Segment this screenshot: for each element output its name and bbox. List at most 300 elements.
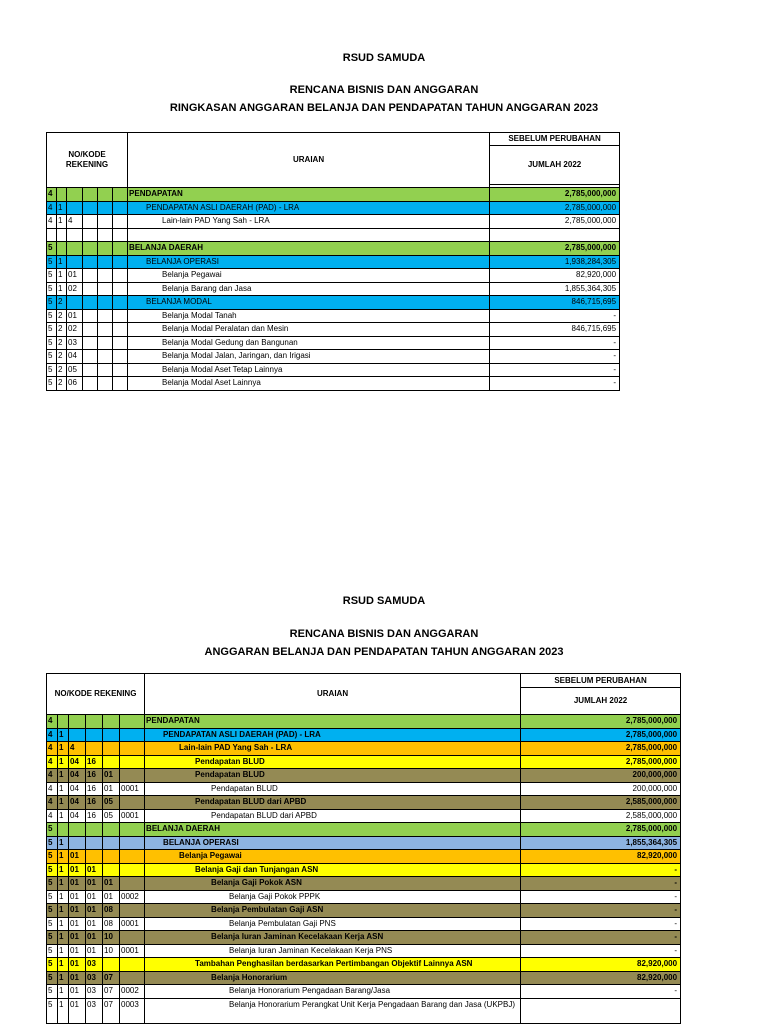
code-cell-2: 2: [57, 336, 67, 350]
code-cell-2: 1: [58, 782, 69, 796]
doc2-title-2: ANGGARAN BELANJA DAN PENDAPATAN TAHUN ANGGARAN 2023: [204, 646, 564, 658]
code-cell-6: [120, 742, 145, 756]
code-cell-2: 1: [58, 877, 69, 891]
code-cell-2: 1: [58, 755, 69, 769]
code-cell-2: 2: [57, 309, 67, 323]
code-cell-4: [83, 377, 98, 391]
code-cell-3: 04: [69, 755, 86, 769]
code-cell-6: 0001: [120, 944, 145, 958]
code-cell-5: 01: [103, 769, 120, 783]
code-cell-1: 5: [47, 904, 58, 918]
code-cell-1: 4: [47, 782, 58, 796]
code-cell-5: [98, 201, 113, 215]
amount-cell: 200,000,000: [521, 769, 681, 783]
code-cell-3: 01: [69, 971, 86, 985]
amount-cell: [490, 228, 620, 242]
code-cell-6: [113, 363, 128, 377]
code-cell-4: [86, 742, 103, 756]
table-row: [47, 917, 681, 931]
uraian-cell: Belanja Modal Gedung dan Bangunan: [128, 336, 490, 350]
code-cell-4: [83, 201, 98, 215]
code-cell-6: [120, 850, 145, 864]
doc2-title-1: RENCANA BISNIS DAN ANGGARAN: [289, 628, 479, 640]
table-row: [47, 755, 681, 769]
code-cell-3: 04: [69, 769, 86, 783]
amount-cell: 2,785,000,000: [490, 215, 620, 229]
code-cell-4: [86, 836, 103, 850]
code-cell-1: 5: [47, 931, 58, 945]
code-cell-1: 4: [47, 742, 58, 756]
table-row: [47, 890, 681, 904]
code-cell-3: 01: [69, 863, 86, 877]
amount-cell: -: [521, 944, 681, 958]
uraian-cell: Belanja Modal Jalan, Jaringan, dan Irigasi: [128, 350, 490, 364]
code-cell-6: [113, 336, 128, 350]
uraian-cell: BELANJA OPERASI: [128, 255, 490, 269]
header-kode-rekening: NO/KODE REKENING: [47, 674, 145, 715]
uraian-cell: Belanja Pegawai: [145, 850, 521, 864]
code-cell-6: [120, 769, 145, 783]
code-cell-4: [86, 715, 103, 729]
code-cell-2: 1: [58, 931, 69, 945]
code-cell-2: 1: [57, 215, 67, 229]
code-cell-3: 01: [69, 985, 86, 999]
code-cell-1: 5: [47, 958, 58, 972]
table-row: [47, 971, 681, 985]
amount-cell: -: [521, 904, 681, 918]
uraian-cell: BELANJA DAERAH: [145, 823, 521, 837]
code-cell-6: [120, 971, 145, 985]
code-cell-1: 4: [47, 215, 57, 229]
table-row: [47, 998, 681, 1023]
code-cell-3: [69, 728, 86, 742]
amount-cell: -: [490, 336, 620, 350]
code-cell-5: [98, 309, 113, 323]
code-cell-2: 2: [57, 350, 67, 364]
code-cell-6: [120, 823, 145, 837]
code-cell-1: 5: [47, 917, 58, 931]
uraian-cell: Belanja Gaji Pokok PPPK: [145, 890, 521, 904]
header-sebelum-perubahan: SEBELUM PERUBAHAN: [490, 133, 620, 146]
code-cell-4: [86, 850, 103, 864]
code-cell-1: 5: [47, 309, 57, 323]
code-cell-1: 5: [47, 863, 58, 877]
uraian-cell: Pendapatan BLUD: [145, 755, 521, 769]
code-cell-6: 0001: [120, 809, 145, 823]
code-cell-3: 02: [67, 323, 83, 337]
code-cell-5: 07: [103, 998, 120, 1023]
amount-cell: -: [490, 309, 620, 323]
code-cell-5: 07: [103, 971, 120, 985]
code-cell-2: 2: [57, 296, 67, 310]
table-row: [47, 363, 620, 377]
table-row: [47, 715, 681, 729]
code-cell-6: [113, 323, 128, 337]
code-cell-6: [120, 796, 145, 810]
code-cell-2: 1: [58, 863, 69, 877]
table-row: [47, 769, 681, 783]
budget-detail-table: [46, 673, 681, 1024]
code-cell-4: [83, 255, 98, 269]
code-cell-4: 03: [86, 998, 103, 1023]
code-cell-3: 04: [67, 350, 83, 364]
code-cell-3: [67, 296, 83, 310]
table-row: [47, 904, 681, 918]
table-row: [47, 796, 681, 810]
uraian-cell: Belanja Pembulatan Gaji ASN: [145, 904, 521, 918]
code-cell-6: [113, 350, 128, 364]
code-cell-5: [98, 363, 113, 377]
uraian-cell: Belanja Modal Peralatan dan Mesin: [128, 323, 490, 337]
amount-cell: -: [521, 917, 681, 931]
amount-cell: 2,785,000,000: [521, 728, 681, 742]
code-cell-5: [98, 336, 113, 350]
uraian-cell: PENDAPATAN: [145, 715, 521, 729]
code-cell-6: 0002: [120, 985, 145, 999]
code-cell-1: 4: [47, 188, 57, 202]
code-cell-1: 5: [47, 836, 58, 850]
code-cell-2: 2: [57, 323, 67, 337]
uraian-cell: [128, 228, 490, 242]
code-cell-1: 5: [47, 877, 58, 891]
uraian-cell: Belanja Gaji Pokok ASN: [145, 877, 521, 891]
code-cell-5: [103, 715, 120, 729]
code-cell-3: 05: [67, 363, 83, 377]
code-cell-4: 03: [86, 971, 103, 985]
code-cell-3: 01: [69, 850, 86, 864]
code-cell-6: [120, 931, 145, 945]
doc1-title-1: RENCANA BISNIS DAN ANGGARAN: [289, 84, 479, 96]
code-cell-5: 08: [103, 917, 120, 931]
code-cell-4: 03: [86, 985, 103, 999]
code-cell-6: [120, 958, 145, 972]
code-cell-6: [120, 863, 145, 877]
amount-cell: [521, 998, 681, 1023]
code-cell-5: [98, 350, 113, 364]
code-cell-1: 4: [47, 755, 58, 769]
amount-cell: 1,855,364,305: [521, 836, 681, 850]
code-cell-6: [120, 877, 145, 891]
table-row: [47, 809, 681, 823]
code-cell-6: [113, 377, 128, 391]
uraian-cell: PENDAPATAN: [128, 188, 490, 202]
amount-cell: 846,715,695: [490, 323, 620, 337]
uraian-cell: BELANJA DAERAH: [128, 242, 490, 256]
header-uraian: URAIAN: [145, 674, 521, 715]
code-cell-6: 0002: [120, 890, 145, 904]
code-cell-3: 01: [69, 998, 86, 1023]
code-cell-2: [57, 228, 67, 242]
amount-cell: 2,785,000,000: [521, 715, 681, 729]
code-cell-1: 5: [47, 282, 57, 296]
code-cell-1: 4: [47, 769, 58, 783]
code-cell-6: [120, 904, 145, 918]
uraian-cell: Belanja Modal Aset Lainnya: [128, 377, 490, 391]
code-cell-2: 1: [58, 836, 69, 850]
code-cell-1: 4: [47, 728, 58, 742]
code-cell-1: 4: [47, 201, 57, 215]
code-cell-4: [83, 282, 98, 296]
amount-cell: -: [521, 931, 681, 945]
amount-cell: 2,785,000,000: [521, 742, 681, 756]
code-cell-2: 1: [58, 850, 69, 864]
code-cell-2: 2: [57, 377, 67, 391]
doc2-org-title: RSUD SAMUDA: [342, 595, 426, 607]
code-cell-1: 5: [47, 350, 57, 364]
code-cell-5: 05: [103, 796, 120, 810]
code-cell-3: [67, 255, 83, 269]
code-cell-6: [113, 201, 128, 215]
table-row: [47, 296, 620, 310]
code-cell-3: 01: [69, 904, 86, 918]
code-cell-3: 4: [67, 215, 83, 229]
table-row: [47, 877, 681, 891]
amount-cell: 1,855,364,305: [490, 282, 620, 296]
table-row: [47, 782, 681, 796]
code-cell-3: [69, 715, 86, 729]
amount-cell: 82,920,000: [490, 269, 620, 283]
code-cell-5: [98, 377, 113, 391]
code-cell-5: [98, 215, 113, 229]
code-cell-1: 5: [47, 377, 57, 391]
code-cell-1: 5: [47, 998, 58, 1023]
code-cell-4: 16: [86, 755, 103, 769]
code-cell-6: [113, 269, 128, 283]
uraian-cell: Tambahan Penghasilan berdasarkan Pertimbangan Objektif Lainnya ASN: [145, 958, 521, 972]
code-cell-4: 01: [86, 863, 103, 877]
code-cell-4: [83, 269, 98, 283]
code-cell-2: 1: [58, 890, 69, 904]
uraian-cell: Pendapatan BLUD: [145, 769, 521, 783]
code-cell-2: 1: [58, 958, 69, 972]
table-row: [47, 323, 620, 337]
header-sebelum-perubahan: SEBELUM PERUBAHAN: [521, 674, 681, 688]
doc1-title-2: RINGKASAN ANGGARAN BELANJA DAN PENDAPATAN TAHUN ANGGARAN 2023: [169, 102, 599, 114]
code-cell-4: [86, 823, 103, 837]
code-cell-5: [103, 958, 120, 972]
uraian-cell: Belanja Honorarium Perangkat Unit Kerja Pengadaan Barang dan Jasa (UKPBJ): [145, 998, 521, 1023]
uraian-cell: Belanja Modal Tanah: [128, 309, 490, 323]
code-cell-5: [98, 269, 113, 283]
code-cell-4: 01: [86, 931, 103, 945]
code-cell-1: 5: [47, 971, 58, 985]
amount-cell: 2,785,000,000: [490, 188, 620, 202]
code-cell-2: 1: [58, 971, 69, 985]
code-cell-4: 01: [86, 904, 103, 918]
code-cell-3: [67, 242, 83, 256]
uraian-cell: Pendapatan BLUD dari APBD: [145, 796, 521, 810]
amount-cell: 2,785,000,000: [490, 242, 620, 256]
amount-cell: -: [490, 377, 620, 391]
code-cell-5: 10: [103, 931, 120, 945]
uraian-cell: Belanja Barang dan Jasa: [128, 282, 490, 296]
code-cell-5: [98, 282, 113, 296]
code-cell-5: [103, 728, 120, 742]
code-cell-5: 07: [103, 985, 120, 999]
table-row: [47, 336, 620, 350]
uraian-cell: BELANJA MODAL: [128, 296, 490, 310]
uraian-cell: Belanja Gaji dan Tunjangan ASN: [145, 863, 521, 877]
table-row: [47, 944, 681, 958]
code-cell-3: 01: [69, 890, 86, 904]
table-row: [47, 201, 620, 215]
amount-cell: -: [521, 877, 681, 891]
uraian-cell: PENDAPATAN ASLI DAERAH (PAD) - LRA: [128, 201, 490, 215]
code-cell-2: 1: [58, 728, 69, 742]
table-row: [47, 742, 681, 756]
code-cell-3: 4: [69, 742, 86, 756]
code-cell-4: [83, 215, 98, 229]
table-row: [47, 215, 620, 229]
uraian-cell: Belanja Modal Aset Tetap Lainnya: [128, 363, 490, 377]
code-cell-1: 5: [47, 255, 57, 269]
code-cell-4: 16: [86, 809, 103, 823]
table-row: [47, 823, 681, 837]
code-cell-3: 04: [69, 809, 86, 823]
amount-cell: 82,920,000: [521, 958, 681, 972]
uraian-cell: Pendapatan BLUD: [145, 782, 521, 796]
table-row: [47, 242, 620, 256]
code-cell-6: [120, 728, 145, 742]
code-cell-1: 5: [47, 242, 57, 256]
code-cell-6: 0003: [120, 998, 145, 1023]
code-cell-6: [120, 836, 145, 850]
code-cell-4: [83, 228, 98, 242]
code-cell-3: 01: [69, 944, 86, 958]
code-cell-3: 03: [67, 336, 83, 350]
uraian-cell: Belanja Iuran Jaminan Kecelakaan Kerja ASN: [145, 931, 521, 945]
code-cell-5: [103, 850, 120, 864]
code-cell-3: [69, 823, 86, 837]
code-cell-1: 5: [47, 323, 57, 337]
code-cell-6: [113, 282, 128, 296]
uraian-cell: PENDAPATAN ASLI DAERAH (PAD) - LRA: [145, 728, 521, 742]
code-cell-2: [58, 823, 69, 837]
code-cell-3: 04: [69, 796, 86, 810]
code-cell-3: 04: [69, 782, 86, 796]
table-row: [47, 309, 620, 323]
code-cell-2: 1: [58, 809, 69, 823]
header-jumlah: JUMLAH 2022: [521, 688, 681, 715]
amount-cell: -: [521, 985, 681, 999]
code-cell-1: 5: [47, 823, 58, 837]
amount-cell: 2,585,000,000: [521, 809, 681, 823]
code-cell-5: 08: [103, 904, 120, 918]
code-cell-1: 5: [47, 850, 58, 864]
amount-cell: -: [490, 350, 620, 364]
code-cell-1: 4: [47, 796, 58, 810]
code-cell-5: [103, 863, 120, 877]
code-cell-3: 01: [69, 917, 86, 931]
uraian-cell: Lain-lain PAD Yang Sah - LRA: [145, 742, 521, 756]
header-kode-rekening: NO/KODE REKENING: [47, 133, 128, 188]
code-cell-5: [103, 742, 120, 756]
code-cell-2: [58, 715, 69, 729]
table-row: [47, 282, 620, 296]
table-row: [47, 931, 681, 945]
code-cell-2: 1: [58, 742, 69, 756]
code-cell-6: [113, 188, 128, 202]
code-cell-4: [83, 242, 98, 256]
code-cell-2: 1: [57, 201, 67, 215]
code-cell-4: 01: [86, 917, 103, 931]
code-cell-2: 1: [58, 904, 69, 918]
code-cell-5: [98, 255, 113, 269]
code-cell-4: [83, 350, 98, 364]
code-cell-4: [86, 728, 103, 742]
code-cell-6: 0001: [120, 782, 145, 796]
code-cell-5: 05: [103, 809, 120, 823]
code-cell-2: 1: [58, 998, 69, 1023]
amount-cell: 82,920,000: [521, 971, 681, 985]
uraian-cell: Belanja Iuran Jaminan Kecelakaan Kerja PNS: [145, 944, 521, 958]
table-row: [47, 836, 681, 850]
table-row: [47, 188, 620, 202]
code-cell-3: 01: [69, 877, 86, 891]
uraian-cell: BELANJA OPERASI: [145, 836, 521, 850]
code-cell-4: 16: [86, 769, 103, 783]
code-cell-4: [83, 296, 98, 310]
code-cell-2: 1: [58, 769, 69, 783]
code-cell-5: [103, 755, 120, 769]
code-cell-5: 01: [103, 782, 120, 796]
code-cell-2: 2: [57, 363, 67, 377]
code-cell-5: [98, 323, 113, 337]
code-cell-1: 5: [47, 336, 57, 350]
table-row: [47, 269, 620, 283]
code-cell-3: 02: [67, 282, 83, 296]
code-cell-6: [113, 228, 128, 242]
code-cell-3: [67, 188, 83, 202]
code-cell-4: 16: [86, 782, 103, 796]
code-cell-6: [113, 242, 128, 256]
code-cell-4: [83, 336, 98, 350]
code-cell-4: [83, 188, 98, 202]
code-cell-2: 1: [57, 269, 67, 283]
amount-cell: 200,000,000: [521, 782, 681, 796]
code-cell-3: 01: [69, 931, 86, 945]
uraian-cell: Belanja Honorarium Pengadaan Barang/Jasa: [145, 985, 521, 999]
code-cell-4: 16: [86, 796, 103, 810]
code-cell-6: [120, 715, 145, 729]
uraian-cell: Belanja Pegawai: [128, 269, 490, 283]
code-cell-4: [83, 363, 98, 377]
code-cell-1: 5: [47, 890, 58, 904]
code-cell-1: 5: [47, 944, 58, 958]
code-cell-3: 01: [67, 309, 83, 323]
amount-cell: 2,785,000,000: [521, 755, 681, 769]
amount-cell: 2,785,000,000: [490, 201, 620, 215]
table-row: [47, 350, 620, 364]
code-cell-5: [98, 296, 113, 310]
budget-summary-table: [46, 132, 620, 391]
code-cell-1: [47, 228, 57, 242]
table-row: [47, 985, 681, 999]
code-cell-3: 01: [67, 269, 83, 283]
doc1-org-title: RSUD SAMUDA: [342, 52, 426, 64]
code-cell-3: [67, 201, 83, 215]
code-cell-6: [113, 309, 128, 323]
table-row: [47, 863, 681, 877]
code-cell-1: 4: [47, 715, 58, 729]
code-cell-1: 5: [47, 296, 57, 310]
code-cell-1: 5: [47, 363, 57, 377]
code-cell-6: [113, 255, 128, 269]
code-cell-4: 01: [86, 944, 103, 958]
table-row: [47, 850, 681, 864]
code-cell-2: [57, 188, 67, 202]
code-cell-4: 03: [86, 958, 103, 972]
